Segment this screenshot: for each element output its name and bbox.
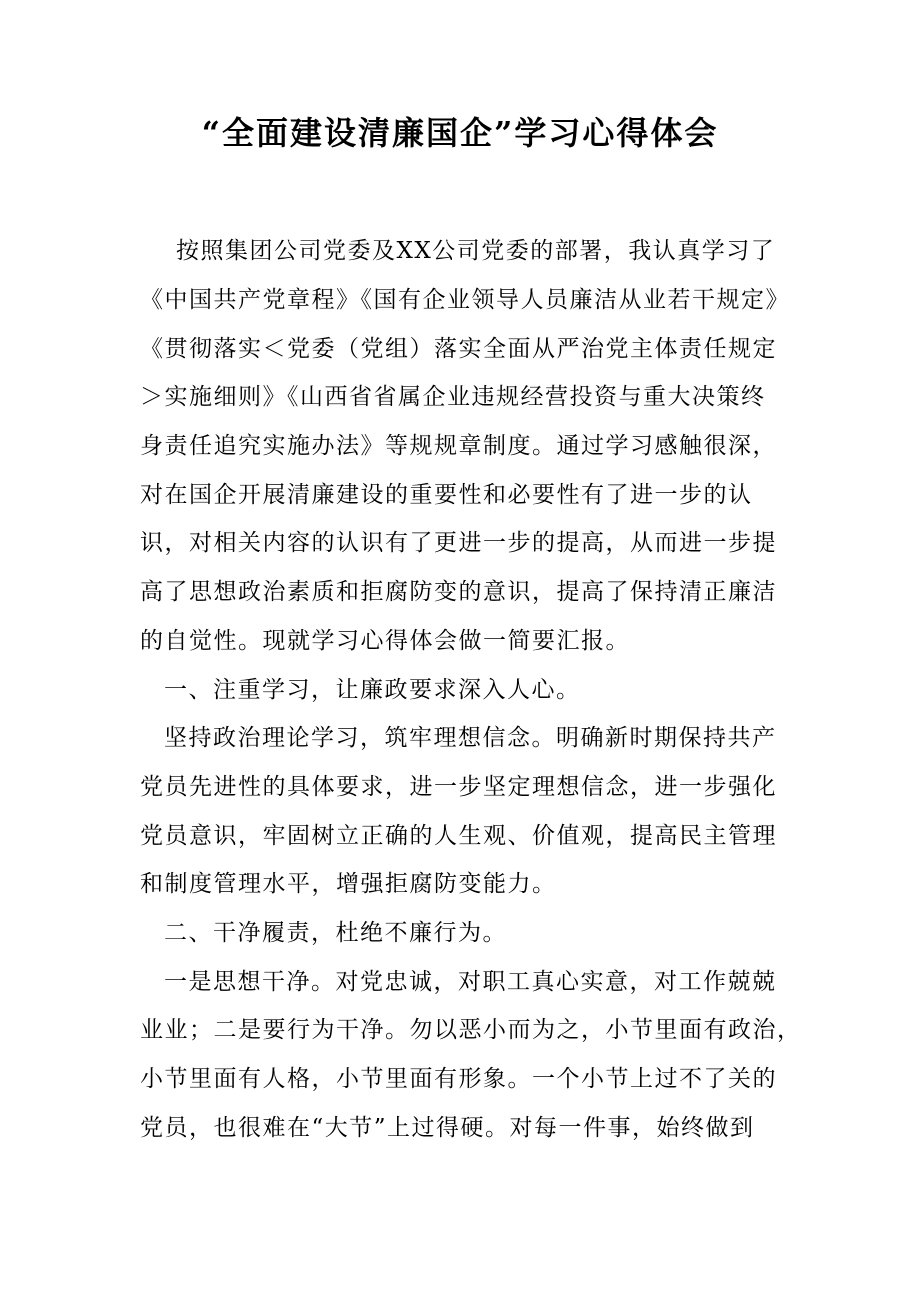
paragraph-line: 身责任追究实施办法》等规规章制度。通过学习感触很深， [140,433,777,459]
paragraph-line: 《中国共产党章程》《国有企业领导人员廉洁从业若干规定》 [140,287,790,313]
paragraph-line: 坚持政治理论学习，筑牢理想信念。明确新时期保持共产 [164,725,777,751]
paragraph-line: 《贯彻落实＜党委（党组）落实全面从严治党主体责任规定 [140,336,777,362]
paragraph-line: 高了思想政治素质和拒腐防变的意识，提高了保持清正廉洁 [140,579,777,605]
paragraph-line: 小节里面有人格，小节里面有形象。一个小节上过不了关的 [140,1066,777,1092]
paragraph-line: 的自觉性。现就学习心得体会做一简要汇报。 [140,628,630,654]
paragraph-line: 和制度管理水平，增强拒腐防变能力。 [140,871,557,897]
paragraph-line: 按照集团公司党委及XX公司党委的部署，我认真学习了 [176,238,776,264]
paragraph-line: 业业；二是要行为干净。勿以恶小而为之，小节里面有政治， [140,1017,802,1043]
paragraph-line: 对在国企开展清廉建设的重要性和必要性有了进一步的认 [140,482,753,508]
paragraph-line: ＞实施细则》《山西省省属企业违规经营投资与重大决策终 [140,384,766,410]
paragraph-line: 识，对相关内容的认识有了更进一步的提高，从而进一步提 [140,530,777,556]
paragraph-line: 党员先进性的具体要求，进一步坚定理想信念，进一步强化 [140,774,777,800]
document-title: “全面建设清廉国企”学习心得体会 [201,114,719,152]
paragraph-line: 党员，也很难在“大节”上过得硬。对每一件事，始终做到 [140,1115,755,1141]
section-heading: 一、注重学习，让廉政要求深入人心。 [164,677,581,703]
section-heading: 二、干净履责，杜绝不廉行为。 [164,920,507,946]
paragraph-line: 一是思想干净。对党忠诚，对职工真心实意，对工作兢兢 [164,969,777,995]
paragraph-line: 党员意识，牢固树立正确的人生观、价值观，提高民主管理 [140,823,777,849]
